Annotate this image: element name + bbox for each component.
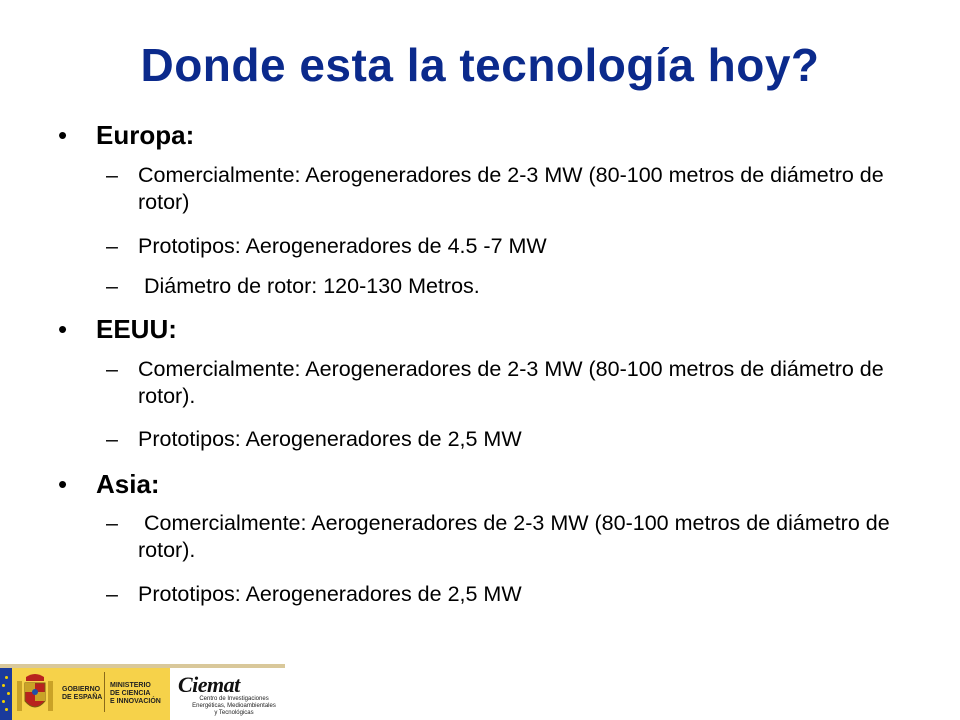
gov-label [62,686,102,702]
ministry-label [110,682,161,706]
dash-icon: – [106,234,118,258]
dash-icon: – [106,511,118,535]
ciemat-subtitle-line: Centro de Investigaciones [199,696,269,702]
eu-star-icon [5,676,8,679]
section-heading-eeuu [58,314,177,345]
eu-star-icon [2,700,5,703]
list-item-text: Prototipos: Aerogeneradores de 4.5 -7 MW [138,234,547,258]
section-heading-text: Europa: [96,120,195,150]
ministry-label-line: MINISTERIO [110,682,151,689]
section-heading-asia [58,469,160,500]
ciemat-subtitle [186,696,282,718]
ciemat-subtitle-line: y Tecnológicas [214,710,254,717]
eu-flag-strip [0,668,12,720]
slide-title: Donde esta la tecnología hoy? [140,39,820,91]
section-heading-text: Asia: [96,469,160,499]
dash-icon: – [106,427,118,451]
eu-star-icon [2,684,5,687]
dash-icon: – [106,163,118,187]
list-item-text: Diámetro de rotor: 120-130 Metros. [138,274,480,298]
list-item [106,162,908,215]
gov-separator [104,672,105,712]
list-item [106,233,908,260]
gov-label-line: GOBIERNO [62,686,101,693]
list-item [106,273,908,300]
gov-label-line: DE ESPAÑA [62,694,103,702]
list-item [106,356,908,409]
section-heading-text: EEUU: [96,314,177,344]
ciemat-subtitle-line: Energéticas, Medioambientales [192,703,276,710]
eu-star-icon [5,708,8,711]
spain-coat-of-arms-icon [14,671,56,717]
list-item-text: Comercialmente: Aerogeneradores de 2-3 MW (80-100 metros de diámetro de rotor). [138,511,896,562]
dash-icon: – [106,582,118,606]
list-item-text: Prototipos: Aerogeneradores de 2,5 MW [138,427,522,451]
list-item-text: Comercialmente: Aerogeneradores de 2-3 MW (80-100 metros de diámetro de rotor). [138,357,884,408]
ministry-label-line: E INNOVACIÓN [110,698,161,706]
list-item [106,510,908,563]
list-item [106,581,908,608]
dash-icon: – [106,274,118,298]
eu-star-icon [7,692,10,695]
list-item [106,426,908,453]
section-heading-europa [58,120,194,151]
dash-icon: – [106,357,118,381]
bullet-icon: • [58,120,68,150]
ministry-label-line: DE CIENCIA [110,690,151,698]
list-item-text: Prototipos: Aerogeneradores de 2,5 MW [138,582,522,606]
bullet-icon: • [58,314,68,344]
ciemat-wordmark: Ciemat [178,672,240,697]
list-item-text: Comercialmente: Aerogeneradores de 2-3 MW (80-100 metros de diámetro de rotor) [138,163,884,214]
bullet-icon: • [58,469,68,499]
